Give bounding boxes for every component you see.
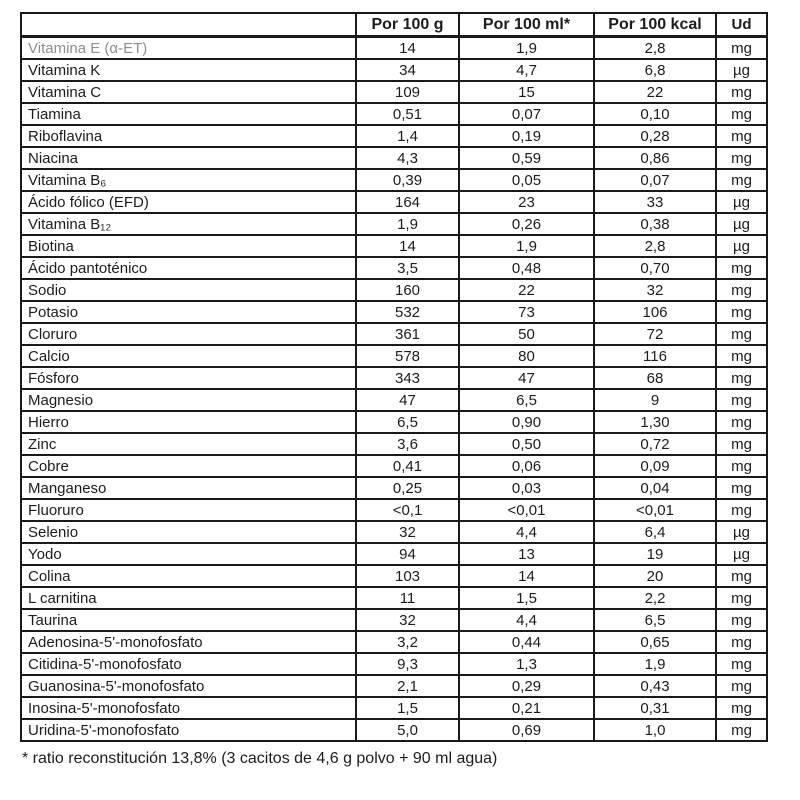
- value-per-100kcal: 0,31: [594, 697, 716, 719]
- table-row: [21, 103, 767, 125]
- value-per-100ml: 1,5: [459, 587, 594, 609]
- table-row: [21, 697, 767, 719]
- col-header-per-100g: Por 100 g: [356, 13, 459, 37]
- value-per-100ml: 4,4: [459, 609, 594, 631]
- table-row: [21, 521, 767, 543]
- unit-label: µg: [716, 235, 767, 257]
- value-per-100kcal: 0,72: [594, 433, 716, 455]
- table-row: [21, 301, 767, 323]
- table-row: [21, 609, 767, 631]
- value-per-100ml: 23: [459, 191, 594, 213]
- unit-label: mg: [716, 455, 767, 477]
- unit-label: mg: [716, 719, 767, 741]
- col-header-per-100kcal: Por 100 kcal: [594, 13, 716, 37]
- value-per-100g: 6,5: [356, 411, 459, 433]
- nutrient-label: Ácido pantoténico: [21, 257, 356, 279]
- nutrient-label: Fluoruro: [21, 499, 356, 521]
- table-row: [21, 59, 767, 81]
- nutrient-label: Vitamina C: [21, 81, 356, 103]
- col-header-nutrient: [21, 13, 356, 37]
- value-per-100g: 109: [356, 81, 459, 103]
- value-per-100ml: 0,26: [459, 213, 594, 235]
- value-per-100kcal: 1,0: [594, 719, 716, 741]
- unit-label: mg: [716, 609, 767, 631]
- value-per-100ml: 4,4: [459, 521, 594, 543]
- nutrient-label: Citidina-5'-monofosfato: [21, 653, 356, 675]
- value-per-100kcal: 22: [594, 81, 716, 103]
- unit-label: mg: [716, 433, 767, 455]
- value-per-100kcal: <0,01: [594, 499, 716, 521]
- value-per-100kcal: 32: [594, 279, 716, 301]
- value-per-100kcal: 0,43: [594, 675, 716, 697]
- table-row: [21, 125, 767, 147]
- value-per-100g: 34: [356, 59, 459, 81]
- table-row: [21, 433, 767, 455]
- unit-label: mg: [716, 697, 767, 719]
- unit-label: mg: [716, 169, 767, 191]
- value-per-100ml: 13: [459, 543, 594, 565]
- table-row: [21, 653, 767, 675]
- unit-label: mg: [716, 389, 767, 411]
- value-per-100kcal: 2,8: [594, 235, 716, 257]
- value-per-100g: 14: [356, 37, 459, 60]
- value-per-100kcal: 19: [594, 543, 716, 565]
- value-per-100g: 0,41: [356, 455, 459, 477]
- unit-label: mg: [716, 81, 767, 103]
- value-per-100ml: 0,06: [459, 455, 594, 477]
- table-row: [21, 631, 767, 653]
- nutrient-label: Yodo: [21, 543, 356, 565]
- unit-label: µg: [716, 543, 767, 565]
- value-per-100g: 0,25: [356, 477, 459, 499]
- value-per-100ml: 73: [459, 301, 594, 323]
- value-per-100g: 3,2: [356, 631, 459, 653]
- unit-label: mg: [716, 103, 767, 125]
- unit-label: mg: [716, 477, 767, 499]
- table-row: [21, 235, 767, 257]
- value-per-100kcal: 0,09: [594, 455, 716, 477]
- value-per-100ml: 50: [459, 323, 594, 345]
- unit-label: mg: [716, 323, 767, 345]
- nutrient-label: Taurina: [21, 609, 356, 631]
- table-row: [21, 213, 767, 235]
- value-per-100g: 4,3: [356, 147, 459, 169]
- value-per-100ml: 0,07: [459, 103, 594, 125]
- table-row: [21, 323, 767, 345]
- nutrient-label: Vitamina K: [21, 59, 356, 81]
- value-per-100g: 578: [356, 345, 459, 367]
- value-per-100ml: 0,69: [459, 719, 594, 741]
- table-row: [21, 147, 767, 169]
- table-row: [21, 455, 767, 477]
- value-per-100ml: 0,03: [459, 477, 594, 499]
- table-row: [21, 587, 767, 609]
- nutrient-label: Cobre: [21, 455, 356, 477]
- value-per-100g: 94: [356, 543, 459, 565]
- nutrient-label: Sodio: [21, 279, 356, 301]
- unit-label: µg: [716, 191, 767, 213]
- value-per-100kcal: 0,10: [594, 103, 716, 125]
- table-row: [21, 499, 767, 521]
- value-per-100g: 5,0: [356, 719, 459, 741]
- unit-label: mg: [716, 147, 767, 169]
- unit-label: mg: [716, 499, 767, 521]
- value-per-100ml: 0,90: [459, 411, 594, 433]
- value-per-100kcal: 72: [594, 323, 716, 345]
- value-per-100kcal: 33: [594, 191, 716, 213]
- table-row: [21, 279, 767, 301]
- header-row: [21, 13, 767, 37]
- value-per-100kcal: 0,04: [594, 477, 716, 499]
- value-per-100g: 32: [356, 521, 459, 543]
- value-per-100g: 3,6: [356, 433, 459, 455]
- value-per-100ml: 1,3: [459, 653, 594, 675]
- value-per-100kcal: 0,65: [594, 631, 716, 653]
- table-row: [21, 37, 767, 60]
- nutrient-label: Selenio: [21, 521, 356, 543]
- table-row: [21, 191, 767, 213]
- value-per-100ml: 14: [459, 565, 594, 587]
- value-per-100g: <0,1: [356, 499, 459, 521]
- unit-label: mg: [716, 301, 767, 323]
- table-row: [21, 675, 767, 697]
- value-per-100kcal: 0,86: [594, 147, 716, 169]
- nutrient-label: Vitamina B₁₂: [21, 213, 356, 235]
- value-per-100kcal: 9: [594, 389, 716, 411]
- nutrition-table: [20, 12, 768, 742]
- nutrient-label: Vitamina E (α-ET): [21, 37, 356, 60]
- table-row: [21, 411, 767, 433]
- value-per-100kcal: 0,28: [594, 125, 716, 147]
- value-per-100kcal: 106: [594, 301, 716, 323]
- value-per-100g: 3,5: [356, 257, 459, 279]
- value-per-100g: 1,4: [356, 125, 459, 147]
- value-per-100ml: <0,01: [459, 499, 594, 521]
- nutrient-label: Niacina: [21, 147, 356, 169]
- nutrient-label: Riboflavina: [21, 125, 356, 147]
- value-per-100ml: 22: [459, 279, 594, 301]
- nutrient-label: Guanosina-5'-monofosfato: [21, 675, 356, 697]
- table-row: [21, 257, 767, 279]
- nutrient-label: Calcio: [21, 345, 356, 367]
- col-header-unit: Ud: [716, 13, 767, 37]
- value-per-100ml: 1,9: [459, 37, 594, 60]
- value-per-100g: 9,3: [356, 653, 459, 675]
- unit-label: mg: [716, 587, 767, 609]
- value-per-100ml: 0,50: [459, 433, 594, 455]
- reconstitution-footnote: * ratio reconstitución 13,8% (3 cacitos de 4,6 g polvo + 90 ml agua): [22, 750, 498, 767]
- value-per-100kcal: 116: [594, 345, 716, 367]
- table-row: [21, 367, 767, 389]
- value-per-100ml: 80: [459, 345, 594, 367]
- value-per-100g: 361: [356, 323, 459, 345]
- unit-label: mg: [716, 345, 767, 367]
- value-per-100g: 14: [356, 235, 459, 257]
- table-row: [21, 477, 767, 499]
- value-per-100g: 32: [356, 609, 459, 631]
- unit-label: mg: [716, 411, 767, 433]
- value-per-100kcal: 0,70: [594, 257, 716, 279]
- value-per-100ml: 0,29: [459, 675, 594, 697]
- table-row: [21, 719, 767, 741]
- value-per-100g: 2,1: [356, 675, 459, 697]
- value-per-100g: 532: [356, 301, 459, 323]
- value-per-100g: 0,39: [356, 169, 459, 191]
- table-row: [21, 345, 767, 367]
- value-per-100ml: 0,59: [459, 147, 594, 169]
- unit-label: mg: [716, 279, 767, 301]
- table-row: [21, 565, 767, 587]
- value-per-100g: 343: [356, 367, 459, 389]
- value-per-100g: 11: [356, 587, 459, 609]
- nutrient-label: Hierro: [21, 411, 356, 433]
- value-per-100kcal: 2,8: [594, 37, 716, 60]
- value-per-100kcal: 6,8: [594, 59, 716, 81]
- value-per-100g: 47: [356, 389, 459, 411]
- unit-label: mg: [716, 675, 767, 697]
- unit-label: mg: [716, 125, 767, 147]
- nutrient-label: Cloruro: [21, 323, 356, 345]
- value-per-100kcal: 6,5: [594, 609, 716, 631]
- unit-label: mg: [716, 565, 767, 587]
- nutrient-label: Ácido fólico (EFD): [21, 191, 356, 213]
- value-per-100kcal: 68: [594, 367, 716, 389]
- value-per-100kcal: 6,4: [594, 521, 716, 543]
- value-per-100ml: 0,21: [459, 697, 594, 719]
- unit-label: µg: [716, 59, 767, 81]
- value-per-100ml: 47: [459, 367, 594, 389]
- table-row: [21, 543, 767, 565]
- unit-label: mg: [716, 37, 767, 60]
- value-per-100g: 1,5: [356, 697, 459, 719]
- value-per-100g: 160: [356, 279, 459, 301]
- nutrient-label: Tiamina: [21, 103, 356, 125]
- nutrient-label: Biotina: [21, 235, 356, 257]
- value-per-100ml: 0,05: [459, 169, 594, 191]
- value-per-100kcal: 1,30: [594, 411, 716, 433]
- value-per-100kcal: 0,38: [594, 213, 716, 235]
- unit-label: mg: [716, 631, 767, 653]
- nutrient-label: Adenosina-5'-monofosfato: [21, 631, 356, 653]
- value-per-100ml: 0,44: [459, 631, 594, 653]
- value-per-100g: 164: [356, 191, 459, 213]
- nutrient-label: Zinc: [21, 433, 356, 455]
- value-per-100kcal: 20: [594, 565, 716, 587]
- unit-label: µg: [716, 213, 767, 235]
- nutrient-label: Manganeso: [21, 477, 356, 499]
- value-per-100ml: 0,19: [459, 125, 594, 147]
- unit-label: mg: [716, 257, 767, 279]
- value-per-100kcal: 1,9: [594, 653, 716, 675]
- table-row: [21, 169, 767, 191]
- nutrient-label: Inosina-5'-monofosfato: [21, 697, 356, 719]
- value-per-100kcal: 2,2: [594, 587, 716, 609]
- col-header-per-100ml: Por 100 ml*: [459, 13, 594, 37]
- nutrient-label: Fósforo: [21, 367, 356, 389]
- value-per-100ml: 0,48: [459, 257, 594, 279]
- value-per-100kcal: 0,07: [594, 169, 716, 191]
- unit-label: µg: [716, 521, 767, 543]
- value-per-100ml: 1,9: [459, 235, 594, 257]
- nutrient-label: Vitamina B₆: [21, 169, 356, 191]
- nutrient-label: L carnitina: [21, 587, 356, 609]
- value-per-100g: 1,9: [356, 213, 459, 235]
- unit-label: mg: [716, 367, 767, 389]
- value-per-100ml: 4,7: [459, 59, 594, 81]
- value-per-100g: 0,51: [356, 103, 459, 125]
- nutrient-label: Uridina-5'-monofosfato: [21, 719, 356, 741]
- nutrient-label: Potasio: [21, 301, 356, 323]
- table-row: [21, 389, 767, 411]
- value-per-100ml: 15: [459, 81, 594, 103]
- table-row: [21, 81, 767, 103]
- unit-label: mg: [716, 653, 767, 675]
- nutrient-label: Magnesio: [21, 389, 356, 411]
- value-per-100g: 103: [356, 565, 459, 587]
- nutrient-label: Colina: [21, 565, 356, 587]
- value-per-100ml: 6,5: [459, 389, 594, 411]
